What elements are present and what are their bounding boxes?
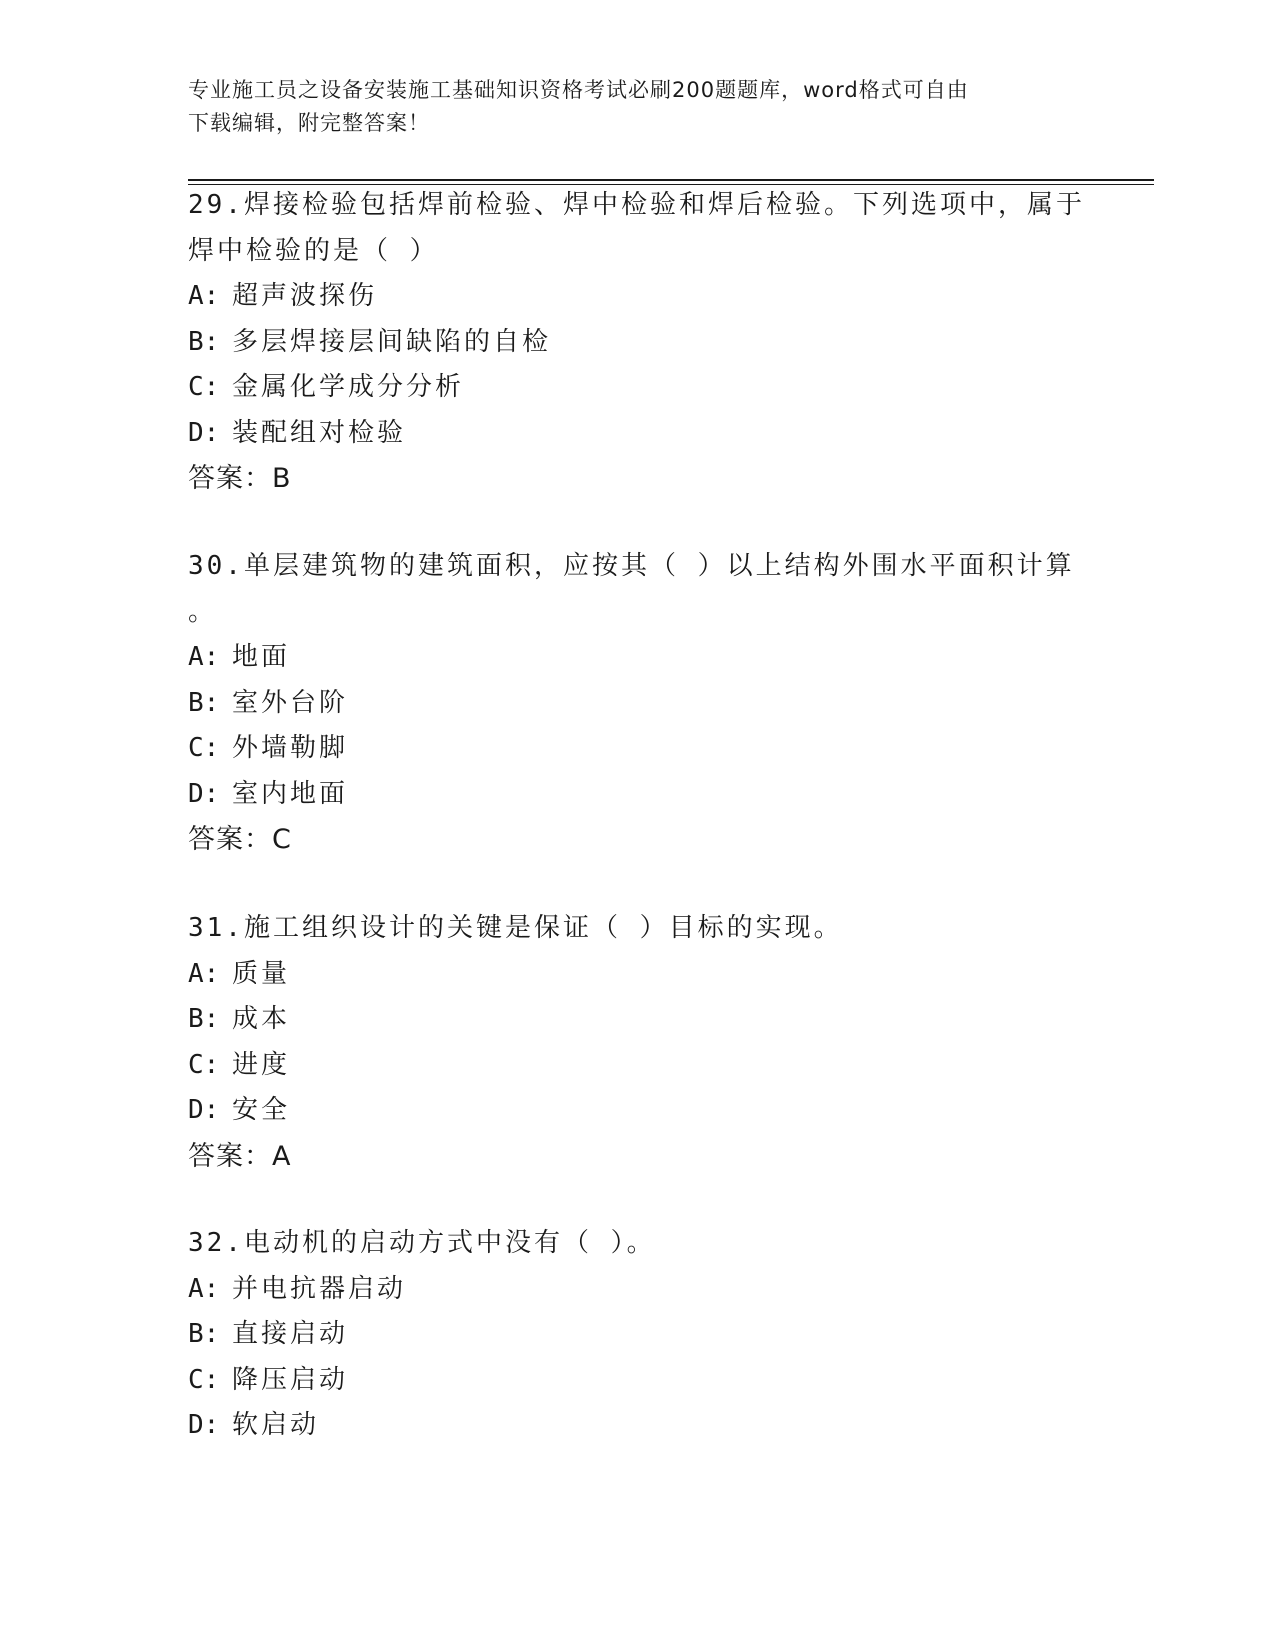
option-text: 金属化学成分分析	[232, 372, 465, 402]
option-key: D:	[188, 1095, 220, 1125]
option-b	[188, 1312, 1088, 1358]
option-d	[188, 772, 1088, 818]
option-text: 装配组对检验	[232, 417, 407, 448]
option-text: 安全	[232, 1095, 291, 1125]
answer-line: 答案：A	[188, 1140, 292, 1172]
option-key: C:	[188, 1364, 220, 1395]
option-a	[188, 1267, 1088, 1313]
option-key: B:	[188, 1004, 220, 1034]
option-text: 超声波探伤	[232, 281, 378, 311]
option-key: C:	[188, 1049, 220, 1080]
question-stem-line: 29.焊接检验包括焊前检验、焊中检验和焊后检验。下列选项中，属于	[188, 190, 1085, 220]
option-text: 多层焊接层间缺陷的自检	[232, 326, 552, 357]
header-line-1: 专业施工员之设备安装施工基础知识资格考试必刷200题题库，word格式可自由	[188, 78, 969, 102]
option-key: D:	[188, 778, 220, 809]
option-text: 降压启动	[232, 1364, 349, 1395]
option-text: 成本	[232, 1004, 291, 1034]
question-32	[188, 1221, 1088, 1449]
option-c	[188, 1043, 1088, 1089]
question-31	[188, 906, 1088, 1179]
option-c	[188, 365, 1088, 411]
option-key: C:	[188, 733, 220, 763]
option-a	[188, 274, 1088, 320]
option-key: C:	[188, 372, 220, 402]
option-key: B:	[188, 687, 220, 718]
document-header	[188, 74, 1068, 140]
answer-line: 答案：B	[188, 463, 292, 494]
option-key: A:	[188, 642, 220, 672]
option-b	[188, 320, 1088, 366]
option-text: 室内地面	[232, 778, 349, 809]
option-text: 直接启动	[232, 1319, 349, 1349]
option-c	[188, 726, 1088, 772]
option-a	[188, 952, 1088, 998]
question-stem-line: 30.单层建筑物的建筑面积，应按其（ ）以上结构外围水平面积计算	[188, 551, 1075, 581]
option-key: B:	[188, 1319, 220, 1349]
option-key: A:	[188, 958, 220, 989]
option-key: A:	[188, 281, 220, 311]
question-29	[188, 183, 1088, 502]
answer-line: 答案：C	[188, 824, 292, 855]
question-stem-line: 焊中检验的是（ ）	[188, 235, 439, 266]
option-a	[188, 635, 1088, 681]
header-line-2: 下载编辑，附完整答案！	[188, 111, 430, 135]
header-divider-thick	[188, 179, 1154, 181]
option-text: 软启动	[232, 1410, 320, 1440]
option-text: 质量	[232, 958, 291, 989]
option-text: 地面	[232, 642, 291, 672]
question-stem-line: 。	[188, 596, 218, 627]
question-stem-line: 31.施工组织设计的关键是保证（ ）目标的实现。	[188, 913, 843, 943]
option-b	[188, 997, 1088, 1043]
option-d	[188, 1088, 1088, 1134]
option-text: 外墙勒脚	[232, 733, 349, 763]
question-30	[188, 544, 1088, 863]
option-text: 并电抗器启动	[232, 1273, 407, 1304]
option-d	[188, 411, 1088, 457]
option-key: D:	[188, 1410, 220, 1440]
option-key: A:	[188, 1273, 220, 1304]
question-stem-line: 32.电动机的启动方式中没有（ ）。	[188, 1228, 656, 1258]
option-text: 室外台阶	[232, 687, 349, 718]
option-text: 进度	[232, 1049, 291, 1080]
option-b	[188, 681, 1088, 727]
option-key: D:	[188, 417, 220, 448]
option-key: B:	[188, 326, 220, 357]
option-c	[188, 1358, 1088, 1404]
option-d	[188, 1403, 1088, 1449]
